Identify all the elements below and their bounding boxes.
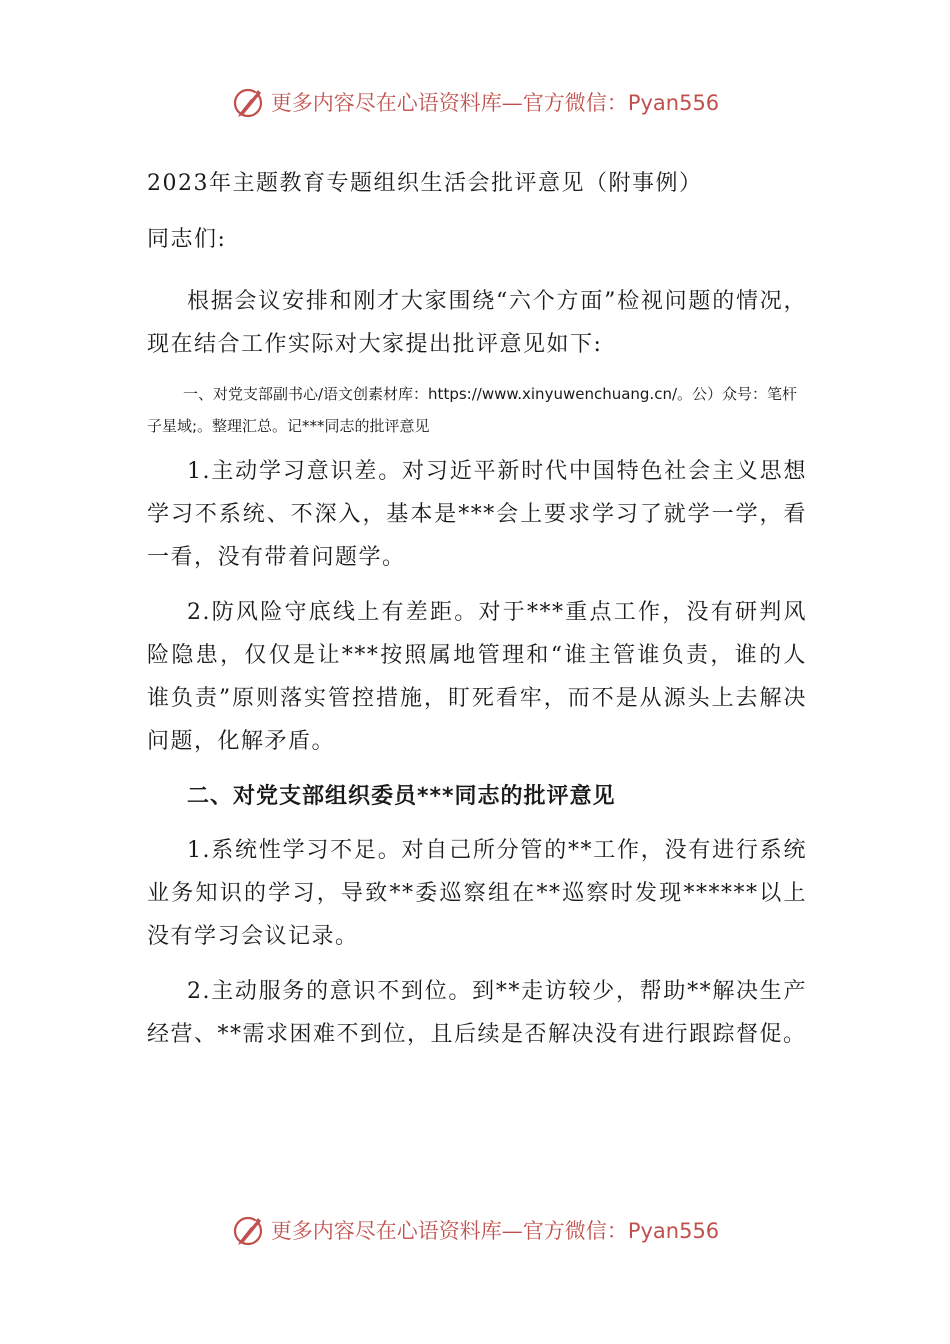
banner-wechat-id: Pyan556 <box>627 91 720 115</box>
header-banner <box>0 80 950 124</box>
footer-banner <box>0 1208 950 1252</box>
banner-site-text: 更多内容尽在心语资料库—官方微信： <box>270 91 628 115</box>
section-2-paragraph-2: 2.主动服务的意识不到位。到**走访较少，帮助**解决生产经营、**需求困难不到位，且后续是否解决没有进行跟踪督促。 <box>147 979 807 1047</box>
banner-text <box>271 87 719 117</box>
section-1-heading: 一、对党支部副书心/语文创素材库：https://www.xinyuwenchuang.cn/。公）众号：笔杆子星域;。整理汇总。记***同志的批评意见 <box>147 385 798 435</box>
intro-paragraph: 根据会议安排和刚才大家围绕“六个方面”检视问题的情况，现在结合工作实际对大家提出批评意见如下: <box>147 289 807 357</box>
section-1-paragraph-2: 2.防风险守底线上有差距。对于***重点工作，没有研判风险隐患，仅仅是让***按照属地管理和“谁主管谁负责，谁的人谁负责”原则落实管控措施，盯死看牢，而不是从源头上去解决问题，化解矛盾。 <box>147 600 807 754</box>
section-2-heading: 二、对党支部组织委员***同志的批评意见 <box>187 784 616 809</box>
footer-site-text: 更多内容尽在心语资料库—官方微信： <box>270 1219 628 1243</box>
footer-banner-text <box>271 1215 719 1245</box>
document-body <box>147 164 807 1068</box>
quill-pen-logo-icon <box>231 1212 267 1248</box>
section-2-paragraph-1: 1.系统性学习不足。对自己所分管的**工作，没有进行系统业务知识的学习，导致**委巡察组在**巡察时发现******以上没有学习会议记录。 <box>147 838 807 949</box>
footer-wechat-id: Pyan556 <box>627 1219 720 1243</box>
quill-pen-logo-icon <box>231 84 267 120</box>
salutation: 同志们: <box>147 227 227 252</box>
document-title: 2023年主题教育专题组织生活会批评意见（附事例） <box>147 171 703 196</box>
section-1-paragraph-1: 1.主动学习意识差。对习近平新时代中国特色社会主义思想学习不系统、不深入，基本是***会上要求学习了就学一学，看一看，没有带着问题学。 <box>147 459 807 570</box>
